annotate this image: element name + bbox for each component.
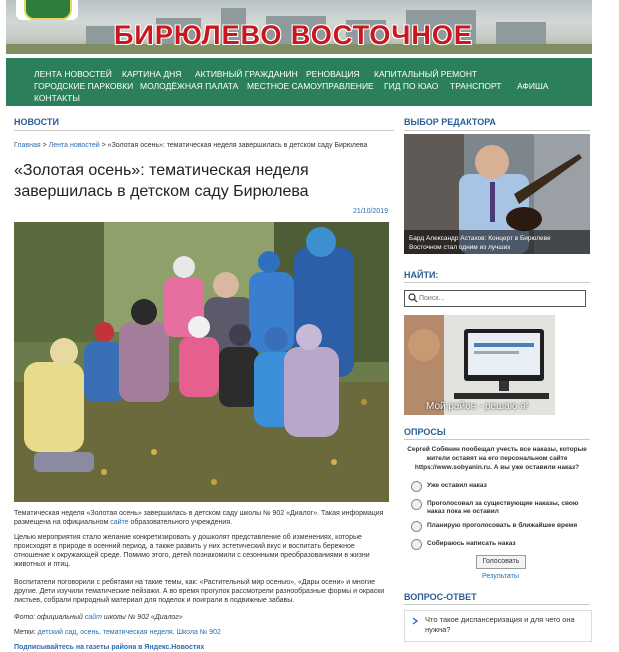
radio-button[interactable] <box>411 521 422 532</box>
poll-option-label: Собираюсь написать наказ <box>427 540 516 547</box>
subscribe-link[interactable]: Подписывайтесь на газеты района в Яндекс.Новостях <box>14 644 205 651</box>
paragraph-text: Тематическая неделя «Золотая осень» завершилась в детском саду школы № 902 «Диалог». Такая информация размещена на официальном <box>14 510 384 526</box>
poll-option-label: Уже оставил наказ <box>427 482 487 489</box>
nav-item-renovation[interactable]: РЕНОВАЦИЯ <box>306 69 360 79</box>
search-icon <box>408 293 418 303</box>
school-site-link[interactable]: сайте <box>110 519 129 526</box>
article-date: 21/10/2019 <box>352 208 388 215</box>
editor-choice-card[interactable] <box>404 134 590 254</box>
divider <box>14 130 394 131</box>
tags-label: Метки: <box>14 629 38 636</box>
qa-item[interactable] <box>404 610 592 642</box>
page <box>6 0 592 649</box>
breadcrumb-feed[interactable]: Лента новостей <box>48 142 100 149</box>
article-paragraph-1 <box>14 509 390 527</box>
divider <box>404 439 590 440</box>
credit-text: Фото: официальный <box>14 614 85 621</box>
site-title[interactable]: БИРЮЛЕВО ВОСТОЧНОЕ <box>114 20 473 50</box>
paragraph-text: образовательного учреждения. <box>128 519 233 526</box>
qa-heading: ВОПРОС-ОТВЕТ <box>404 592 477 602</box>
poll-results-link[interactable]: Результаты <box>482 573 519 580</box>
divider <box>404 282 590 283</box>
article-paragraph-2: Целью мероприятия стало желание конкретизировать у дошколят представление об изменениях, которые происходят в природе в осенний период, а также развить у них эстетический вкус и воспитать бережное отношение к окружающей среде. Помимо этого, детей познакомили с сезонными преобразованиями в жизни животных и птиц. <box>14 534 370 568</box>
qa-item-text[interactable]: Что такое диспансеризация и для чего она нужна? <box>425 615 575 634</box>
poll-question: Сергей Собянин пообещал учесть все наказы, которые жители оставят на его персональном сайте https://www.sobyanin.ru. А вы уже оставили наказ? <box>407 446 587 471</box>
radio-button[interactable] <box>411 499 422 510</box>
radio-button[interactable] <box>411 481 422 492</box>
banner-text: Мой район - решаю я! <box>426 401 529 412</box>
editor-choice-heading: ВЫБОР РЕДАКТОРА <box>404 117 496 127</box>
breadcrumb-home[interactable]: Главная <box>14 142 41 149</box>
credit-text: школы № 902 «Диалог» <box>101 614 183 621</box>
nav-item-capital-repair[interactable]: КАПИТАЛЬНЫЙ РЕМОНТ <box>374 69 478 79</box>
banner-image <box>404 315 555 415</box>
breadcrumb-separator: > <box>99 142 108 149</box>
polls-heading: ОПРОСЫ <box>404 427 446 437</box>
nav-item-contacts[interactable]: КОНТАКТЫ <box>34 93 80 103</box>
search-heading: НАЙТИ: <box>404 270 439 280</box>
article-tags <box>14 628 390 637</box>
nav-item-active-citizen[interactable]: АКТИВНЫЙ ГРАЖДАНИН <box>195 69 298 79</box>
search-input[interactable] <box>419 292 579 304</box>
site-header <box>6 0 592 54</box>
nav-item-news-feed[interactable]: ЛЕНТА НОВОСТЕЙ <box>34 69 112 79</box>
vote-button[interactable]: Голосовать <box>476 555 526 569</box>
divider <box>404 604 590 605</box>
nav-item-self-government[interactable]: МЕСТНОЕ САМОУПРАВЛЕНИЕ <box>247 81 374 91</box>
article-title: «Золотая осень»: тематическая неделя завершилась в детском саду Бирюлева <box>14 162 309 200</box>
nav-item-guide[interactable]: ГИД ПО ЮАО <box>384 81 439 91</box>
poll-option-label: Проголосовал за существующие наказы, свою наказ пока не оставил <box>427 500 579 515</box>
breadcrumb-current: «Золотая осень»: тематическая неделя завершилась в детском саду Бирюлева <box>107 142 368 149</box>
article-paragraph-3: Воспитатели поговорили с ребятами на такие темы, как: «Растительный мир осенью», «Дары осени» и многие другие. Дети изучили тематические пейзажи. А во время прогулок рассмотрели разнообразные формы и окраски листьев, собрали природный материал для поделок и поиграли в подвижные забавы. <box>14 579 385 604</box>
photo-credit <box>14 613 390 622</box>
poll-option-label: Планирую проголосовать в ближайшее время <box>427 522 578 529</box>
tags-links[interactable]: детский сад, осень, тематическая неделя, Школа № 902 <box>37 629 221 636</box>
nav-item-transport[interactable]: ТРАНСПОРТ <box>450 81 502 91</box>
search-box <box>404 290 586 307</box>
subscribe-link-row <box>14 643 390 652</box>
photo-source-link[interactable]: сайт <box>84 614 102 621</box>
my-district-banner[interactable] <box>404 315 555 415</box>
district-crest-icon[interactable] <box>24 0 72 20</box>
news-section-heading[interactable]: НОВОСТИ <box>14 117 60 127</box>
children-autumn-photo <box>14 222 389 502</box>
arrow-icon <box>411 617 419 625</box>
radio-button[interactable] <box>411 539 422 550</box>
article-photo <box>14 222 389 502</box>
nav-item-parking[interactable]: ГОРОДСКИЕ ПАРКОВКИ <box>34 81 134 91</box>
breadcrumb <box>14 142 367 149</box>
main-nav <box>6 58 592 106</box>
nav-item-picture-of-day[interactable]: КАРТИНА ДНЯ <box>122 69 182 79</box>
divider <box>404 130 590 131</box>
nav-item-afisha[interactable]: АФИША <box>517 81 549 91</box>
nav-item-youth-chamber[interactable]: МОЛОДЁЖНАЯ ПАЛАТА <box>140 81 239 91</box>
editor-choice-caption[interactable]: Бард Александр Астахов: Концерт в Бирюлеве Восточном стал одним из лучших <box>404 230 590 254</box>
breadcrumb-separator: > <box>40 142 49 149</box>
